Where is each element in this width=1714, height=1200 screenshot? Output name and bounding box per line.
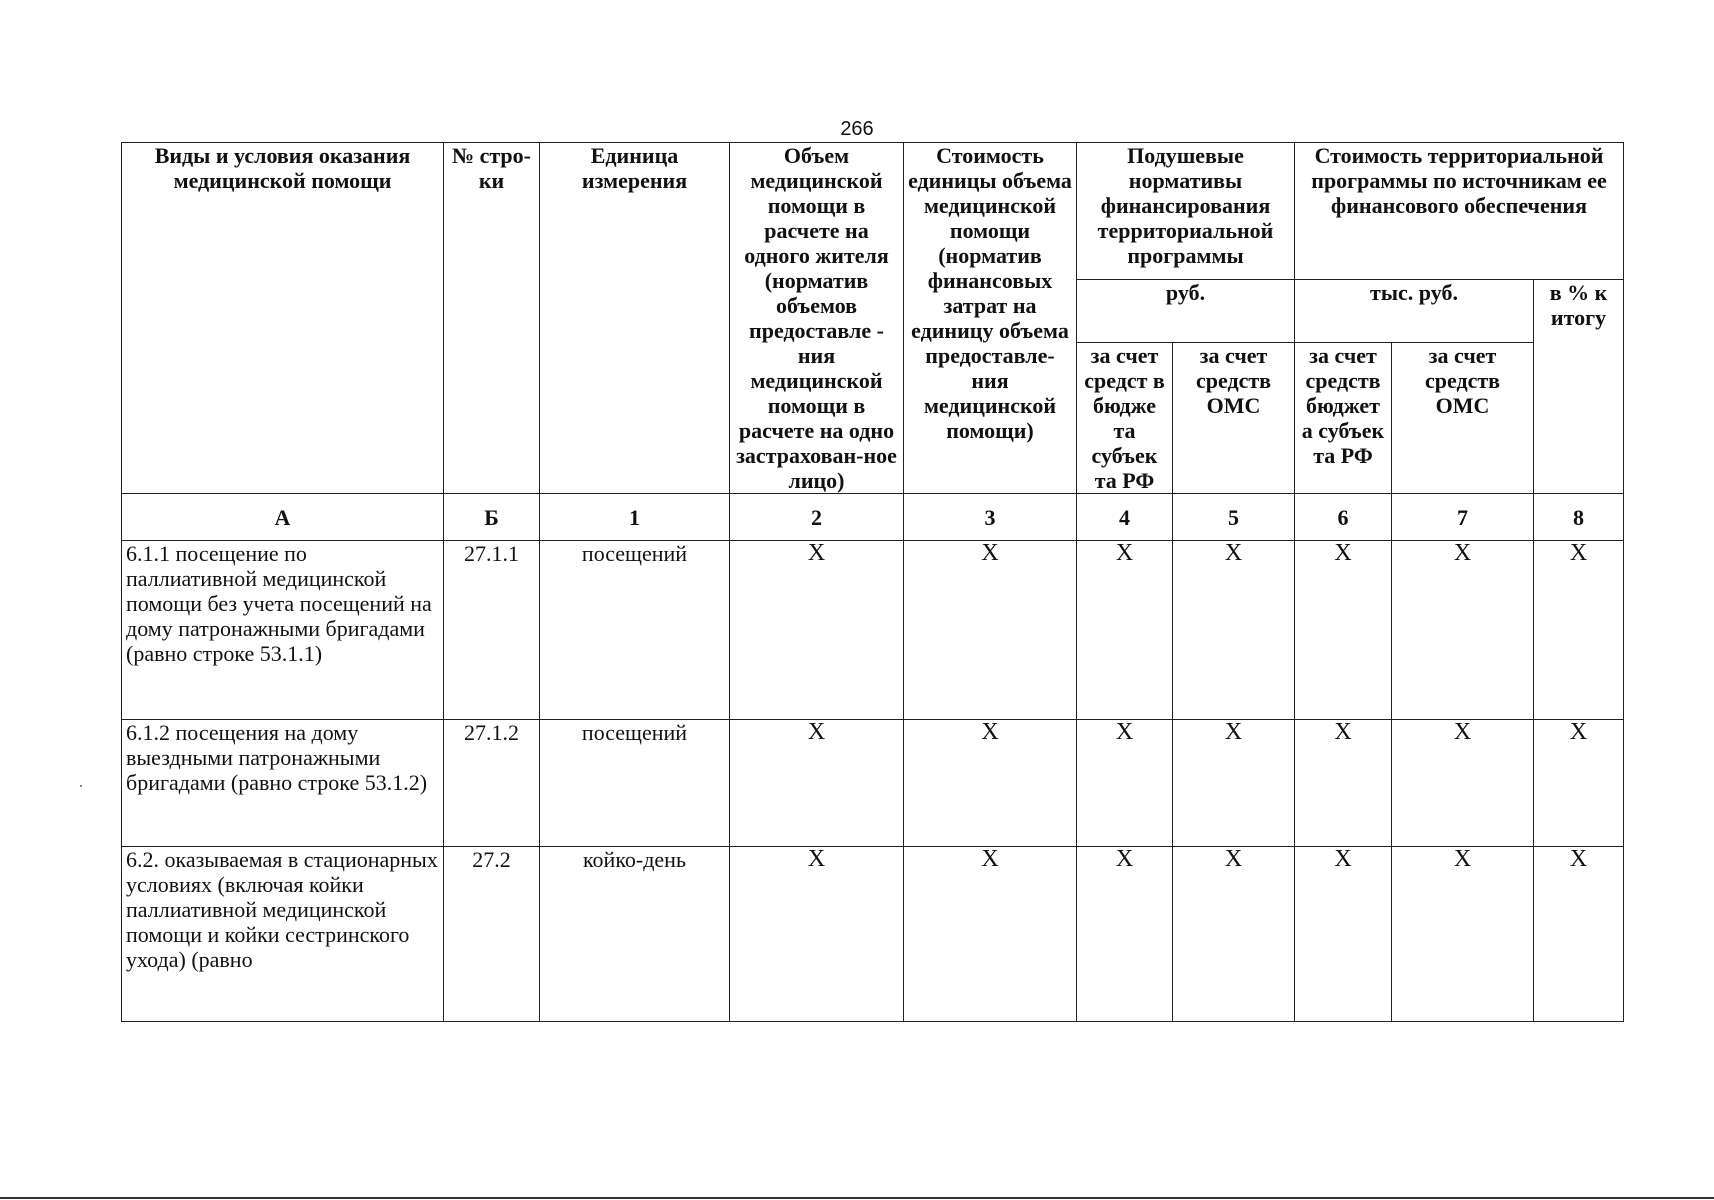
header-kinds-conditions: Виды и условия оказания медицинской помощи xyxy=(122,143,444,494)
column-index-cell: 5 xyxy=(1173,494,1295,541)
row-value-cell: X xyxy=(1295,541,1392,720)
row-value-cell: X xyxy=(904,720,1077,847)
header-oms-rub: за счет средств ОМС xyxy=(1173,343,1295,494)
row-value-cell: X xyxy=(904,541,1077,720)
row-description: 6.1.2 посещения на дому выездными патронажными бригадами (равно строке 53.1.2) xyxy=(122,720,444,847)
scan-speck xyxy=(80,785,82,787)
financing-table xyxy=(121,142,1624,1022)
header-percent-of-total: в % к итогу xyxy=(1534,280,1624,494)
column-index-row xyxy=(122,494,1624,541)
row-value-cell: X xyxy=(1392,847,1534,1022)
row-description: 6.1.1 посещение по паллиативной медицинской помощи без учета посещений на дому патронажными бригадами (равно строке 53.1.1) xyxy=(122,541,444,720)
row-line-number: 27.1.2 xyxy=(444,720,540,847)
header-unit-cost: Стоимость единицы объема медицинской помощи (норматив финансовых затрат на единицу объема предоставле-ния медицинской помощи) xyxy=(904,143,1077,494)
header-per-capita-norms: Подушевые нормативы финансирования территориальной программы xyxy=(1077,143,1295,280)
header-budget-rub: за счет средст в бюдже та субъек та РФ xyxy=(1077,343,1173,494)
header-unit-of-measure: Единица измерения xyxy=(540,143,730,494)
column-index-cell: А xyxy=(122,494,444,541)
row-value-cell: X xyxy=(730,847,904,1022)
column-index-cell: 3 xyxy=(904,494,1077,541)
row-value-cell: X xyxy=(1077,720,1173,847)
column-index-cell: Б xyxy=(444,494,540,541)
row-unit: посещений xyxy=(540,720,730,847)
header-program-cost: Стоимость территориальной программы по источникам ее финансового обеспечения xyxy=(1295,143,1624,280)
header-oms-thousand-rub: за счет средств ОМС xyxy=(1392,343,1534,494)
column-index-cell: 2 xyxy=(730,494,904,541)
column-index-cell: 8 xyxy=(1534,494,1624,541)
row-value-cell: X xyxy=(1534,847,1624,1022)
row-value-cell: X xyxy=(730,720,904,847)
row-value-cell: X xyxy=(1295,720,1392,847)
row-unit: посещений xyxy=(540,541,730,720)
header-line-number: № стро-ки xyxy=(444,143,540,494)
row-value-cell: X xyxy=(1077,847,1173,1022)
row-value-cell: X xyxy=(1392,720,1534,847)
row-value-cell: X xyxy=(904,847,1077,1022)
table-row xyxy=(122,541,1624,720)
row-value-cell: X xyxy=(1295,847,1392,1022)
header-budget-thousand-rub: за счет средств бюджет а субъек та РФ xyxy=(1295,343,1392,494)
row-unit: койко-день xyxy=(540,847,730,1022)
row-value-cell: X xyxy=(1173,541,1295,720)
header-volume: Объем медицинской помощи в расчете на одного жителя (норматив объемов предоставле - ния медицинской помощи в расчете на одно застрахован-ное лицо) xyxy=(730,143,904,494)
column-index-cell: 6 xyxy=(1295,494,1392,541)
row-value-cell: X xyxy=(1392,541,1534,720)
row-value-cell: X xyxy=(1534,541,1624,720)
row-line-number: 27.2 xyxy=(444,847,540,1022)
column-index-cell: 4 xyxy=(1077,494,1173,541)
column-index-cell: 1 xyxy=(540,494,730,541)
table-row xyxy=(122,720,1624,847)
row-value-cell: X xyxy=(1077,541,1173,720)
header-unit-rub: руб. xyxy=(1077,280,1295,343)
column-index-cell: 7 xyxy=(1392,494,1534,541)
row-value-cell: X xyxy=(730,541,904,720)
row-value-cell: X xyxy=(1173,847,1295,1022)
row-value-cell: X xyxy=(1173,720,1295,847)
row-line-number: 27.1.1 xyxy=(444,541,540,720)
row-value-cell: X xyxy=(1534,720,1624,847)
scan-bottom-edge xyxy=(0,1197,1714,1199)
page-number: 266 xyxy=(840,118,874,140)
header-unit-thousand-rub: тыс. руб. xyxy=(1295,280,1534,343)
row-description: 6.2. оказываемая в стационарных условиях (включая койки паллиативной медицинской помощи и койки сестринского ухода) (равно xyxy=(122,847,444,1022)
table-row xyxy=(122,847,1624,1022)
